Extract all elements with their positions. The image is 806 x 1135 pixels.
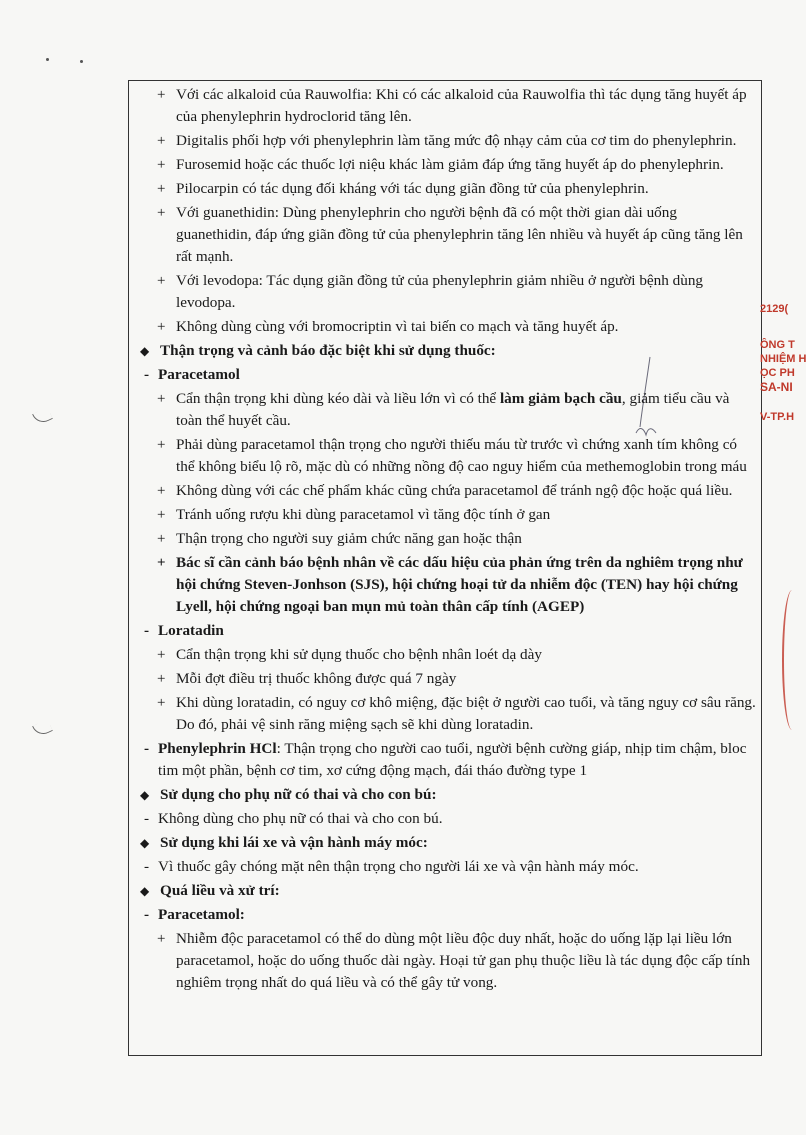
section-heading: ◆ Quá liều và xử trí: bbox=[140, 880, 756, 902]
list-item: + Với các alkaloid của Rauwolfia: Khi có các alkaloid của Rauwolfia thì tác dụng tăng huyết áp của phenylephrin hydroclorid tăng lên. bbox=[140, 84, 756, 128]
list-item: + Không dùng với các chế phẩm khác cũng chứa paracetamol để tránh ngộ độc hoặc quá liều. bbox=[140, 480, 756, 502]
list-item: + Furosemid hoặc các thuốc lợi niệu khác làm giảm đáp ứng tăng huyết áp do phenylephrin. bbox=[140, 154, 756, 176]
company-stamp bbox=[760, 302, 806, 462]
text-segment: , giảm tiểu cầu và toàn thể huyết cầu. bbox=[176, 390, 730, 429]
scan-dot bbox=[46, 58, 49, 61]
list-item: + Với levodopa: Tác dụng giãn đồng tử của phenylephrin giảm nhiều ở người bệnh dùng levodopa. bbox=[140, 270, 756, 314]
punch-hole bbox=[32, 719, 53, 738]
section-heading: ◆ Thận trọng và cảnh báo đặc biệt khi sử dụng thuốc: bbox=[140, 340, 756, 362]
stamp-line: ỌC PH bbox=[760, 367, 795, 379]
scan-dot bbox=[80, 60, 83, 63]
list-item: + Nhiễm độc paracetamol có thể do dùng một liều độc duy nhất, hoặc do uống lặp lại liều lớn paracetamol, hoặc do uống thuốc dài ngày. Hoại tử gan phụ thuộc liều là tác dụng độc cấp tính nghiêm trọng nhất do quá liều và có thể gây tử vong. bbox=[140, 928, 756, 994]
list-item: + Tránh uống rượu khi dùng paracetamol vì tăng độc tính ở gan bbox=[140, 504, 756, 526]
punch-hole bbox=[32, 407, 53, 426]
list-item: + Khi dùng loratadin, có nguy cơ khô miệng, đặc biệt ở người cao tuổi, và tăng nguy cơ sâu răng. Do đó, phải vệ sinh răng miệng sạch sẽ khi dùng loratadin. bbox=[140, 692, 756, 736]
stamp-line: NHIỆM H bbox=[760, 353, 806, 365]
list-item: + Không dùng cùng với bromocriptin vì tai biến co mạch và tăng huyết áp. bbox=[140, 316, 756, 338]
document-body bbox=[140, 84, 756, 996]
section-heading: ◆ Sử dụng khi lái xe và vận hành máy móc: bbox=[140, 832, 756, 854]
list-item: - Vì thuốc gây chóng mặt nên thận trọng cho người lái xe và vận hành máy móc. bbox=[140, 856, 756, 878]
list-item: - Không dùng cho phụ nữ có thai và cho con bú. bbox=[140, 808, 756, 830]
stamp-line: V-TP.H bbox=[760, 411, 795, 423]
stamp-edge bbox=[782, 590, 802, 730]
stamp-line: ÔNG T bbox=[760, 339, 795, 351]
list-item-warning: + Bác sĩ cần cảnh báo bệnh nhân về các dấu hiệu của phản ứng trên da nghiêm trọng như hội chứng Steven-Jonhson (SJS), hội chứng hoại tử da nhiễm độc (TEN) hay hội chứng Lyell, hội chứng ngoại ban mụn mủ toàn thân cấp tính (AGEP) bbox=[140, 552, 756, 618]
list-item: + Cẩn thận trọng khi sử dụng thuốc cho bệnh nhân loét dạ dày bbox=[140, 644, 756, 666]
stamp-line: SA-NI bbox=[760, 380, 793, 394]
list-item bbox=[140, 738, 756, 782]
subsection-heading: - Paracetamol bbox=[140, 364, 756, 386]
list-item: + Phải dùng paracetamol thận trọng cho người thiếu máu từ trước vì chứng xanh tím không có thể không biểu lộ rõ, mặc dù có những nồng độ cao nguy hiểm của methemoglobin trong máu bbox=[140, 434, 756, 478]
bold-text: Phenylephrin HCl bbox=[158, 740, 277, 757]
section-heading: ◆ Sử dụng cho phụ nữ có thai và cho con bú: bbox=[140, 784, 756, 806]
list-item bbox=[140, 388, 756, 432]
subsection-heading: - Paracetamol: bbox=[140, 904, 756, 926]
subsection-heading: - Loratadin bbox=[140, 620, 756, 642]
bold-text: làm giảm bạch cầu bbox=[499, 390, 622, 407]
list-item: + Digitalis phối hợp với phenylephrin làm tăng mức độ nhạy cảm của cơ tim do phenylephrin. bbox=[140, 130, 756, 152]
text-segment: Cẩn thận trọng khi dùng kéo dài và liều lớn vì có thể bbox=[176, 390, 500, 407]
list-item: + Với guanethidin: Dùng phenylephrin cho người bệnh đã có một thời gian dài uống guanethidin, đáp ứng giãn đồng tử của phenylephrin tăng lên nhiều và huyết áp cũng tăng lên rất mạnh. bbox=[140, 202, 756, 268]
text-segment: : Thận trọng cho người cao tuổi, người bệnh cường giáp, nhịp tim chậm, bloc tim một phần, bệnh cơ tim, xơ cứng động mạch, đái tháo đường type 1 bbox=[158, 740, 747, 779]
list-item: + Thận trọng cho người suy giảm chức năng gan hoặc thận bbox=[140, 528, 756, 550]
list-item: + Mỗi đợt điều trị thuốc không được quá 7 ngày bbox=[140, 668, 756, 690]
stamp-line: 212​9( bbox=[760, 303, 789, 315]
list-item: + Pilocarpin có tác dụng đối kháng với tác dụng giãn đồng tử của phenylephrin. bbox=[140, 178, 756, 200]
